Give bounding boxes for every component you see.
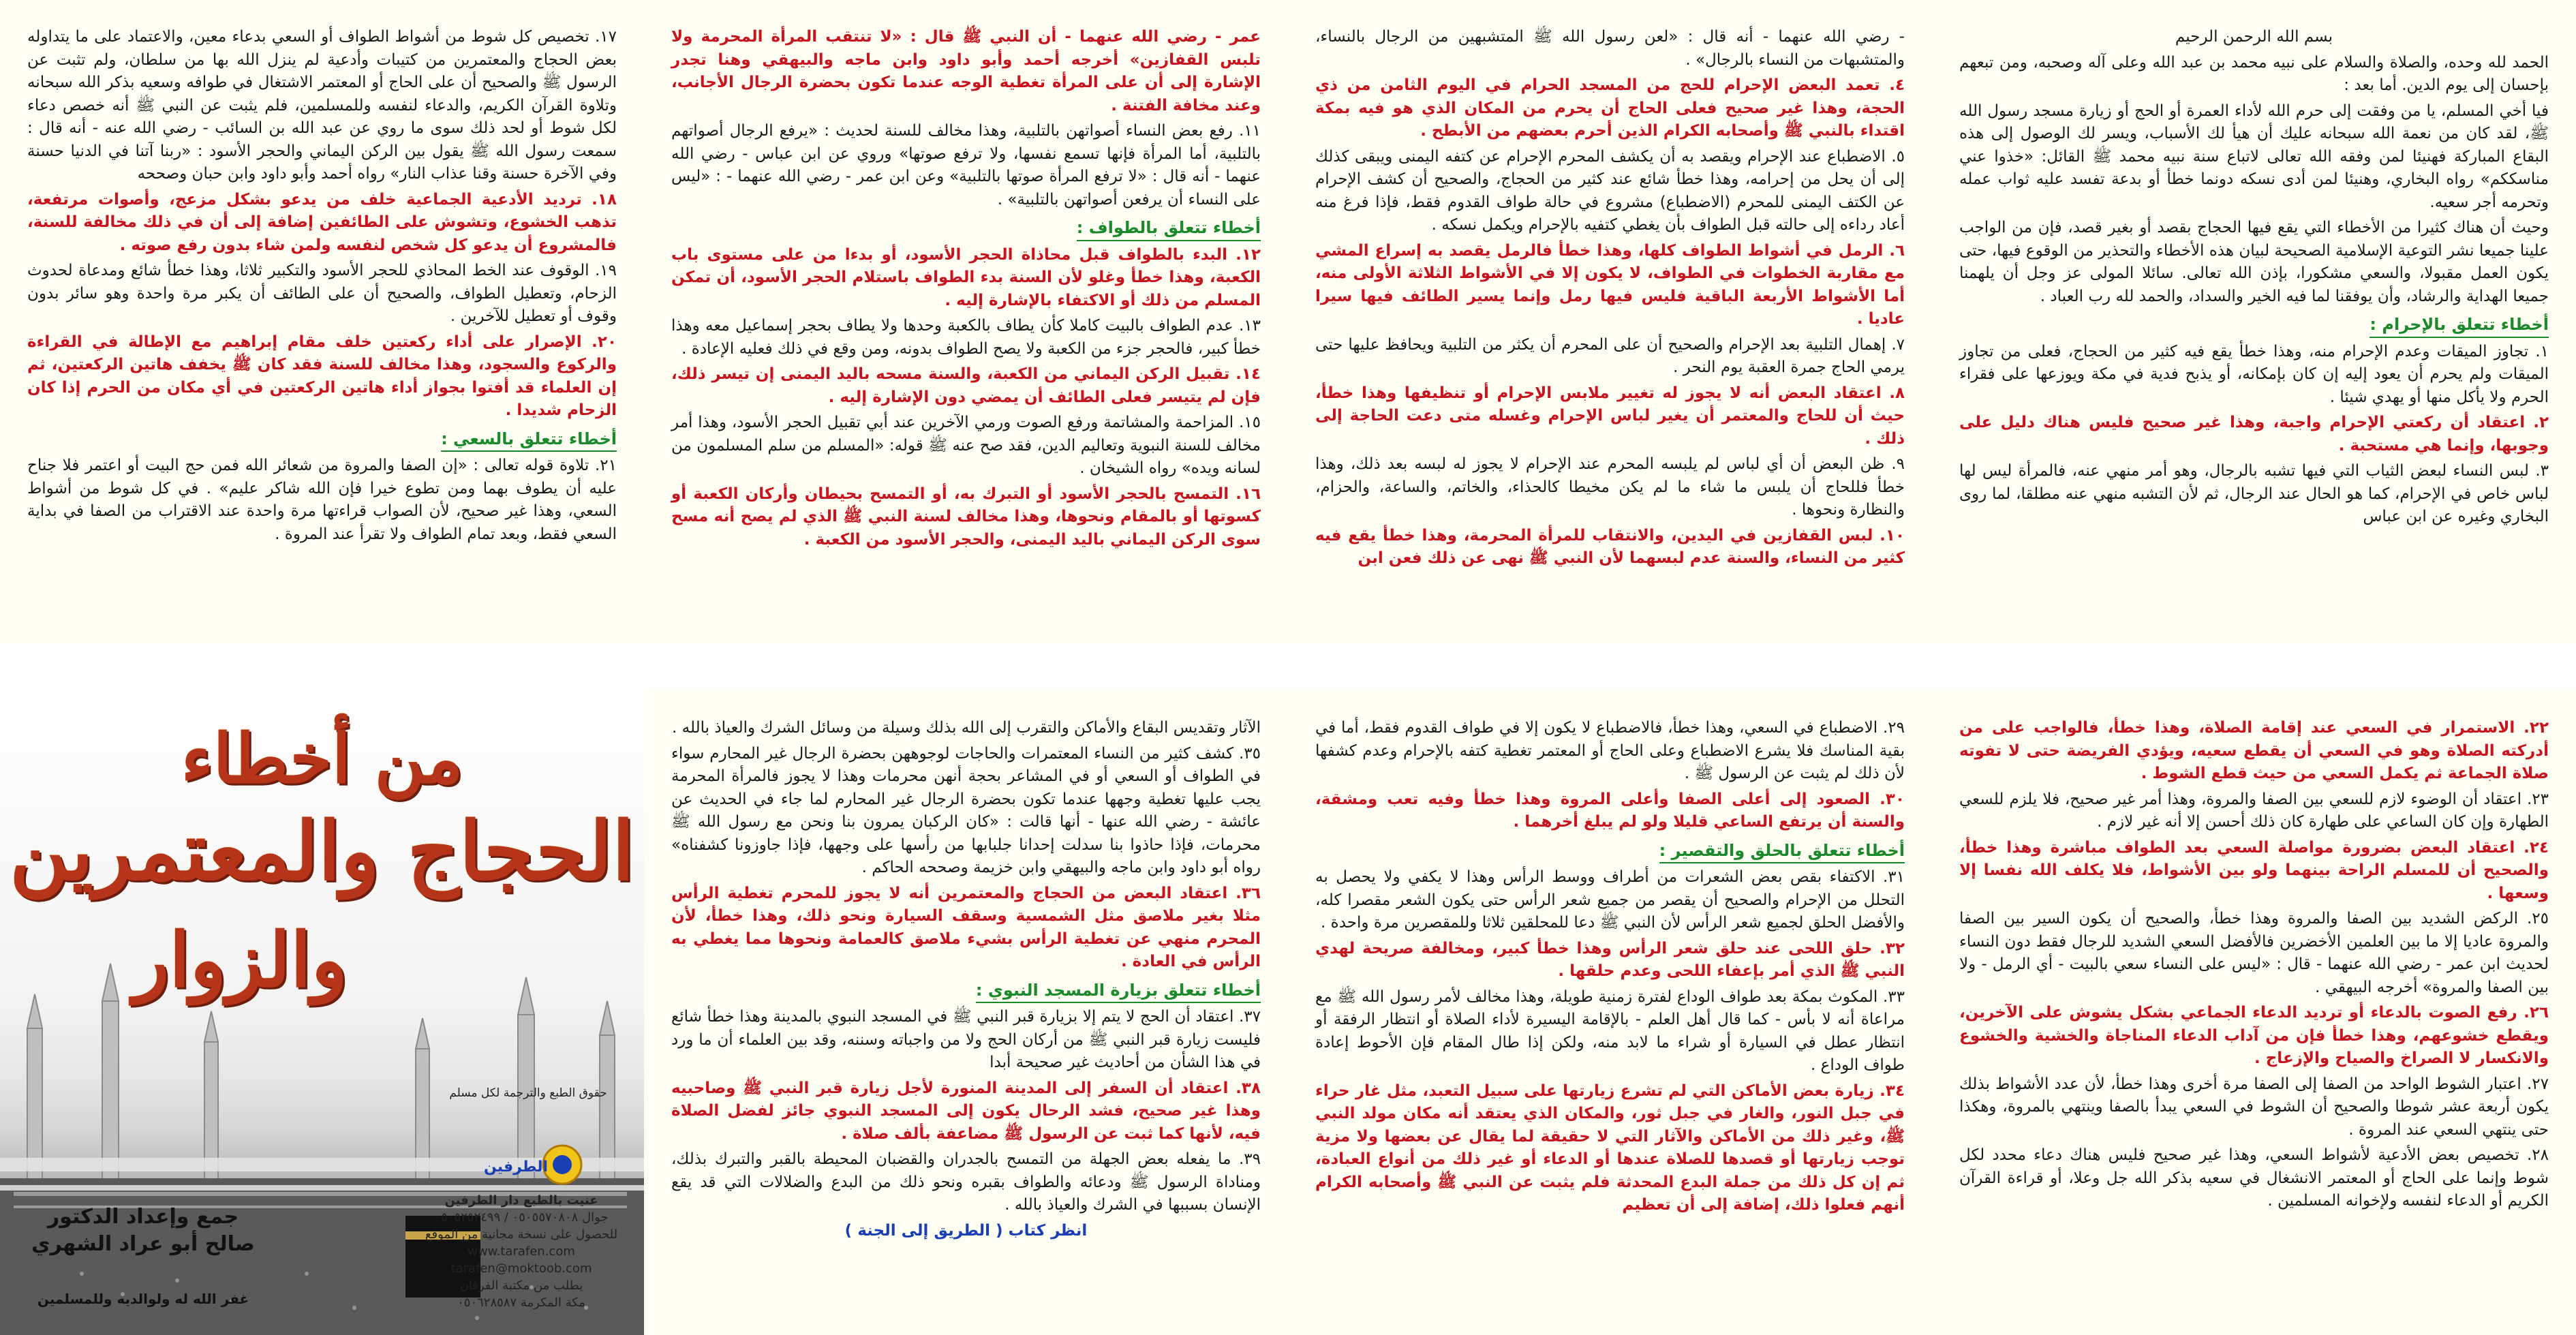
publisher-email[interactable]: tarafen@moktoob.com — [450, 1261, 592, 1276]
author-block — [20, 1203, 266, 1258]
list-item: ٢٢. الاستمرار في السعي عند إقامة الصلاة، وهذا خطأ، فالواجب على من أدركته الصلاة وهو في السعي أن يقطع سعيه، ويؤدي الفريضة حتى لا تفوته صلاة الجماعة ثم يكمل السعي من حيث قطع الشوط . — [1959, 719, 2549, 782]
list-item: ٢١. تلاوة قوله تعالى : «إن الصفا والمروة من شعائر الله فمن حج البيت أو اعتمر فلا جناح عليه أن يطوف بهما ومن تطوع خيرا فإن الله شاكر عليم» . في كل شوط من أشواط السعي، وهذا غير صحيح، لأن الصواب قراءتها مرة واحدة عند الاقتراب من الصفا في بداية السعي فقط، وبعد تمام الطواف ولا تقرأ عند المروة . — [27, 457, 617, 543]
page-gap — [0, 644, 2576, 691]
list-item: ١٠. لبس القفازين في اليدين، والانتقاب للمرأة المحرمة، وهذا خطأ يقع فيه كثير من النساء، والسنة عدم لبسهما لأن النبي ﷺ نهى عن ذلك فعن ابن — [1315, 526, 1905, 567]
list-item: الحمد لله وحده، والصلاة والسلام على نبيه محمد بن عبد الله وعلى آله وصحبه، ومن تبعهم بإحسان إلى يوم الدين. أما بعد : — [1959, 53, 2549, 94]
list-item: ٢٤. اعتقاد البعض بضرورة مواصلة السعي بعد الطواف مباشرة وهذا خطأ، والصحيح أن للمسلم الراحة بينهما ولو بين الأشواط، فلا يكلف الله نفسا إلا وسعها . — [1959, 838, 2549, 902]
section-heading: أخطاء تتعلق بالطواف : — [1077, 217, 1261, 241]
author-name: صالح أبو عراد الشهري — [31, 1232, 255, 1256]
list-item: ١. تجاوز الميقات وعدم الإحرام منه، وهذا خطأ يقع فيه كثير من الحجاج، فعلى من تجاوز الميقات ولم يحرم أن يعود إليه إن كان بإمكانه، أو يذبح فدية في مكة ويوزعها على فقراء الحرم ولا يأكل منها أو يهدي شيئا . — [1959, 342, 2549, 406]
list-item: ٢٨. تخصيص بعض الأدعية لأشواط السعي، وهذا غير صحيح فليس هناك دعاء محدد لكل شوط وإنما على الحاج أو المعتمر الانشغال في سعيه بذكر الله جل وعلا، أو قراءة القرآن الكريم أو الدعاء لنفسه ولإخوانه المسلمين . — [1959, 1146, 2549, 1210]
list-item: بسم الله الرحمن الرحيم — [2175, 28, 2333, 46]
list-item: ٣٨. اعتقاد أن السفر إلى المدينة المنورة لأجل زيارة قبر النبي ﷺ وصاحبيه وهذا غير صحيح، فشد الرحال يكون إلى المسجد النبوي جائز لفضل الصلاة فيه، لأنها كما ثبت عن الرسول ﷺ مضاعفة بألف صلاة . — [671, 1079, 1261, 1143]
list-item: ١٩. الوقوف عند الخط المحاذي للحجر الأسود والتكبير ثلاثا، وهذا خطأ شائع ومدعاة لحدوث الزحام، وتعطيل الطواف، والصحيح أن على الطائف أن يكبر مرة واحدة وهو سائر بدون وقوف أو تعطيل للآخرين . — [27, 262, 617, 325]
list-item: ١٤. تقبيل الركن اليماني من الكعبة، والسنة مسحه باليد اليمنى إن تيسر ذلك، فإن لم يتيسر فعلى الطائف أن يمضي دون الإشارة إليه . — [671, 365, 1261, 406]
list-item: ٣٥. كشف كثير من النساء المعتمرات والحاجات لوجوههن بحضرة الرجال غير المحارم سواء في الطواف أو السعي أو في المشاعر بحجة أنهن محرمات وهذا لا يجوز فالمرأة المحرمة يجب عليها تغطية وجهها عندما تكون بحضرة الرجال غير المحارم لما جاء في الحديث عن عائشة - رضي الله عنها - أنها قالت : «كان الركبان يمرون بنا ونحن مع رسول الله ﷺ محرمات، فإذا حاذوا بنا سدلت إحدانا جلبابها من رأسها على وجهها، فإذا جاوزونا كشفناه» رواه أبو داود وابن ماجه والبيهقي وابن خزيمة وصححه الحاكم . — [671, 744, 1261, 876]
list-item: ٨. اعتقاد البعض أنه لا يجوز له تغيير ملابس الإحرام أو تنظيفها وهذا خطأ، حيث أن للحاج والمعتمر أن يغير لباس الإحرام وغسله متى دعت الحاجة إلى ذلك . — [1315, 384, 1905, 448]
list-item: ٢٠. الإصرار على أداء ركعتين خلف مقام إبراهيم مع الإطالة في القراءة والركوع والسجود، وهذا مخالف للسنة فقد كان ﷺ يخفف هاتين الركعتين، ثم إن العلماء قد أفتوا بجواز أداء هاتين الركعتين في أي مكان من الحرم إذا كان الزحام شديدا . — [27, 333, 617, 419]
author-dua: غفر الله له ولوالديه وللمسلمين — [37, 1291, 249, 1307]
publisher-line: عنيت بالطبع دار الطرفين — [444, 1193, 598, 1208]
list-item: ٥. الاضطباع عند الإحرام ويقصد به أن يكشف المحرم الإحرام عن كتفه اليمنى ويبقى كذلك إلى أن يحل من إحرامه، وهذا خطأ شائع عند كثير من الحجاج، والصحيح أن كشف الإحرام عن الكتف اليمنى للمحرم (الاضطباع) مشروع في حالة طواف القدوم فقط، فإذا فرغ منه أعاد رداءه إلى حالته قبل الطواف بأن يغطي كتفيه بالإحرام ويكمل نسكه . — [1315, 147, 1905, 234]
list-item: عمر - رضي الله عنهما - أن النبي ﷺ قال : «لا تنتقب المرأة المحرمة ولا تلبس القفازين» أخرجه أحمد وأبو داود وابن ماجه والبيهقي وهنا تجدر الإشارة إلى أن على المرأة تغطية الوجه عندما تكون بحضرة الرجال الأجانب، وعند مخافة الفتنة . — [671, 28, 1261, 114]
list-item: ٢٧. اعتبار الشوط الواحد من الصفا إلى الصفا مرة أخرى وهذا خطأ، لأن عدد الأشواط بذلك يكون أربعة عشر شوطا والصحيح أن الشوط في السعي يبدأ بالصفا وينتهي بالمروة، وهكذا حتى ينتهي السعي عند المروة . — [1959, 1075, 2549, 1139]
list-item: ٣١. الاكتفاء بقص بعض الشعرات من أطراف ووسط الرأس وهذا لا يكفي ولا يحصل به التحلل من الإحرام والصحيح أن يقصر من جميع شعر الرأس حتى يكون الشعر مقصرا كله، والأفضل الحلق لجميع شعر الرأس لأن النبي ﷺ دعا للمحلقين ثلاثا وللمقصرين مرة واحدة . — [1315, 868, 1905, 932]
list-item: ١٣. عدم الطواف بالبيت كاملا كأن يطاف بالكعبة وحدها ولا يطاف بحجر إسماعيل معه وهذا خطأ كبير، فالحجر جزء من الكعبة ولا يصح الطواف بدونه، ومن وقع في ذلك فعليه الإعادة . — [671, 317, 1261, 358]
publisher-line: يطلب من مكتبة الفرقان — [459, 1278, 583, 1293]
section-heading: أخطاء تتعلق بالسعي : — [441, 428, 617, 452]
list-item: ١٥. المزاحمة والمشاتمة ورفع الصوت ورمي الآخرين عند أبي تقبيل الحجر الأسود، وهذا أمر مخالف للسنة النبوية وتعاليم الدين، فقد صح عنه ﷺ قوله: «المسلم من سلم المسلمون من لسانه ويده» رواه الشيخان . — [671, 414, 1261, 477]
list-item: ١٦. التمسح بالحجر الأسود أو التبرك به، أو التمسح بحيطان وأركان الكعبة أو كسوتها أو بالمقام ونحوها، وهذا مخالف لسنة النبي ﷺ الذي لم يصح أنه مسح سوى الركن اليماني باليد اليمنى، والحجر الأسود من الكعبة . — [671, 485, 1261, 549]
publisher-line: مكة المكرمة ٠٥٠٦٢٨٥٨٧ — [457, 1295, 585, 1310]
list-item: ٢٥. الركض الشديد بين الصفا والمروة وهذا خطأ، والصحيح أن يكون السير بين الصفا والمروة عاديا إلا ما بين العلمين الأخضرين فالأفضل السعي الشديد للرجال فقط دون النساء لحديث ابن عمر - رضي الله عنهما - قال : «ليس على النساء سعي بالبيت - أي الرمل - ولا بين الصفا والمروة» أخرجه البيهقي . — [1959, 910, 2549, 996]
list-item: ٣٤. زيارة بعض الأماكن التي لم تشرع زيارتها على سبيل التعبد، مثل غار حراء في جبل النور، والغار في جبل ثور، والمكان الذي يعتقد أنه مكان مولد النبي ﷺ، وغير ذلك من الأماكن والآثار التي لا حقيقة لما يقال عن بعضها ولا مزية توجب زيارتها أو قصدها للصلاة عندها أو الدعاء أو غير ذلك من أنواع العبادة، ثم إن كل ذلك من جملة البدع المحدثة فلم يثبت عن النبي ﷺ وأصحابه الكرام أنهم فعلوا ذلك، إضافة إلى أن تعظيم — [1315, 1081, 1905, 1214]
publisher-line: للحصول على نسخة مجانية من الموقع — [425, 1227, 618, 1242]
section-heading: أخطاء تتعلق بالحلق والتقصير : — [1659, 840, 1905, 864]
list-item: الآثار وتقديس البقاع والأماكن والتقرب إلى الله بذلك وسيلة من وسائل الشرك والعياذ بالله . — [672, 719, 1261, 737]
brochure-outer-side — [0, 691, 2576, 1335]
list-item: ٣٠. الصعود إلى أعلى الصفا وأعلى المروة وهذا خطأ وفيه تعب ومشقة، والسنة أن يرتفع الساعي قليلا ولو لم يبلغ أخرهما . — [1315, 790, 1905, 831]
list-item: فيا أخي المسلم، يا من وفقت إلى حرم الله لأداء العمرة أو الحج أو زيارة مسجد رسول الله ﷺ، لقد كان من نعمة الله سبحانه عليك أن هيأ لك الأسباب، ويسر لك الوصول إلى هذه البقاع المباركة فهنيئا لمن وفقه الله تعالى لاتباع سنة نبيه محمد ﷺ القائل: «خذوا عني مناسككم» رواه البخاري، وهنيئا لمن أدى نسكه دونما خطأ أو بدعة تفسد عليه ثواب عمله وتحرمه أجر سعيه. — [1959, 102, 2549, 211]
publisher-logo — [480, 1141, 589, 1188]
panel-sai-continued — [1932, 691, 2576, 1335]
list-item: - رضي الله عنهما - أنه قال : «لعن رسول الله ﷺ المتشبهين من الرجال بالنساء، والمتشبهات من النساء بالرجال» . — [1315, 28, 1905, 69]
publisher-line: جوال ٠٥٠٥٥٧٠٨٠٨ / ٠٥٠٥٢٥٢٤٩٩ — [434, 1210, 609, 1225]
panel-masjid-nabawi — [644, 691, 1288, 1335]
list-item: ٦. الرمل في أشواط الطواف كلها، وهذا خطأ فالرمل يقصد به إسراع المشي مع مقاربة الخطوات في الطواف، لا يكون إلا في الأشواط الثلاثة الأولى منه، أما الأشواط الأربعة الباقية فليس فيها رمل وإنما يسير الطائف فيها سيرا عاديا . — [1315, 241, 1905, 328]
list-item: ٢٩. الاضطباع في السعي، وهذا خطأ، فالاضطباع لا يكون إلا في طواف القدوم فقط، أما في بقية المناسك فلا يشرع الاضطباع وعلى الحاج أو المعتمر تغطية كتفه بالإحرام وعدم كشفها لأن ذلك لم يثبت عن الرسول ﷺ . — [1315, 719, 1905, 782]
list-item: ٢. اعتقاد أن ركعتي الإحرام واجبة، وهذا غير صحيح فليس هناك دليل على وجوبها، وإنما هي مستحبة . — [1959, 414, 2549, 455]
list-item: وحيث أن هناك كثيرا من الأخطاء التي يقع فيها الحجاج بقصد أو بغير قصد، فإن من الواجب علينا جميعا نشر التوعية الإسلامية الصحيحة لبيان هذه الأخطاء والتحذير من الوقوع فيها، حتى يكون العمل مقبولا، والسعي مشكورا، بإذن الله تعالى. سائلا المولى عز وجل أن يلهمنا جميعا الهداية والرشاد، وأن يوفقنا لما فيه الخير والسداد، والحمد لله رب العباد . — [1959, 219, 2549, 305]
section-heading: أخطاء تتعلق بالإحرام : — [2370, 313, 2549, 338]
panel-intro — [1932, 0, 2576, 644]
author-line: جمع وإعداد الدكتور — [47, 1205, 239, 1229]
cover-title-line1: من أخطاء — [181, 718, 463, 799]
panel-halq — [1288, 691, 1932, 1335]
list-item: ١٨. ترديد الأدعية الجماعية خلف من يدعو بشكل مزعج، وأصوات مرتفعة، تذهب الخشوع، وتشوش على الطائفين إضافة إلى أن في ذلك مخالفة للسنة، فالمشروع أن يدعو كل شخص لنفسه ولمن شاء بدون رفع صوته . — [27, 190, 617, 254]
list-item: ٣٩. ما يفعله بعض الجهلة من التمسح بالجدران والقضبان المحيطة بالقبر والتبرك بذلك، ومناداة الرسول ﷺ ودعائه والطواف بقبره ونحو ذلك من البدع والضلالات التي قد يقع الإنسان بسببها في الشرك والعياذ بالله . — [671, 1150, 1261, 1214]
cover-panel — [0, 691, 644, 1335]
list-item: ١٧. تخصيص كل شوط من أشواط الطواف أو السعي بدعاء معين، والاعتماد على ما يتداوله بعض الحجاج والمعتمرين من كتيبات وأدعية لم ينزل الله بها من سلطان، ولم تثبت عن الرسول ﷺ والصحيح أن على الحاج أو المعتمر الاشتغال في طوافه وسعيه بذكر الله سبحانه وتلاوة القرآن الكريم، والدعاء لنفسه وللمسلمين، فلم يثبت عن النبي ﷺ أنه خصص دعاء لكل شوط أو لحد ذلك سوى ما روي عن عبد الله بن السائب - رضي الله عنه - أنه قال : سمعت رسول الله ﷺ يقول بين الركن اليماني والحجر الأسود : «ربنا آتنا في الدنيا حسنة وفي الآخرة حسنة وقنا عذاب النار» رواه أحمد وأبو داود وابن حبان وصححه — [27, 28, 617, 183]
panel-tawaf — [644, 0, 1288, 644]
cover-title-line2: الحجاج والمعتمرين — [10, 803, 634, 898]
publisher-info — [419, 1192, 624, 1311]
brochure-inner-side — [0, 0, 2576, 644]
list-item: ٧. إهمال التلبية بعد الإحرام والصحيح أن على المحرم أن يكثر من التلبية ويحافظ عليها حتى يرمي الحاج جمرة العقبة يوم النحر . — [1315, 335, 1905, 376]
list-item: ٢٣. اعتقاد أن الوضوء لازم للسعي بين الصفا والمروة، وهذا أمر غير صحيح، فلا يلزم للسعي الطهارة وإن كان الساعي على طهارة كان ذلك أحسن إلا أنه غير لازم . — [1959, 790, 2549, 831]
list-item: ٣٦. اعتقاد البعض من الحجاج والمعتمرين أنه لا يجوز للمحرم تغطية الرأس مثلا بغير ملاصق مثل الشمسية وسقف السيارة ونحو ذلك، وهذا خطأ، لأن المحرم منهي عن تغطية الرأس بشيء ملاصق كالعمامة ونحوها مما يغطي به الرأس في العادة . — [671, 884, 1261, 970]
list-item: ٣٢. حلق اللحى عند حلق شعر الرأس وهذا خطأ كبير، ومخالفة صريحة لهدي النبي ﷺ الذي أمر بإعفاء اللحى وعدم حلقها . — [1315, 939, 1905, 980]
list-item: ٢٦. رفع الصوت بالدعاء أو ترديد الدعاء الجماعي بشكل يشوش على الآخرين، ويقطع خشوعهم، وهذا خطأ فإن من آداب الدعاء المناجاة والخشية والخشوع والانكسار لا الصراخ والصياح والإزعاج . — [1959, 1004, 2549, 1067]
list-item: ٤. تعمد البعض الإحرام للحج من المسجد الحرام في اليوم الثامن من ذي الحجة، وهذا غير صحيح فعلى الحاج أن يحرم من المكان الذي هو فيه بمكة اقتداء بالنبي ﷺ وأصحابه الكرام الذين أحرم بعضهم من الأبطح . — [1315, 76, 1905, 140]
rights-notice: حقوق الطبع والترجمة لكل مسلم — [449, 1086, 607, 1100]
publisher-logo-text: الطرفين — [483, 1158, 549, 1176]
list-item: ١١. رفع بعض النساء أصواتهن بالتلبية، وهذا مخالف للسنة لحديث : «يرفع الرجال أصواتهم بالتلبية، أما المرأة فإنها تسمع نفسها، ولا ترفع صوتها» وروي عن ابن عباس - رضي الله عنهما - أنه قال : «لا ترفع المرأة صوتها بالتلبية» وعن ابن عمر - رضي الله عنهما - : «ليس على النساء أن يرفعن أصواتهن بالتلبية» . — [671, 122, 1261, 209]
section-heading: أخطاء تتعلق بزيارة المسجد النبوي : — [976, 979, 1261, 1004]
panel-sai — [0, 0, 644, 644]
panel-ihram — [1288, 0, 1932, 644]
publisher-website[interactable]: www.tarafen.com — [467, 1244, 575, 1259]
cover-title-line3: والزوار — [133, 916, 348, 1004]
list-item: ٣٣. المكوث بمكة بعد طواف الوداع لفترة زمنية طويلة، وهذا مخالف لأمر رسول الله ﷺ مع مراعاة أنه لا بأس - كما قال أهل العلم - بالإقامة اليسيرة لأداء الصلاة أو انتظار الرفقة أو انتظار عطل في السيارة أو شراء ما لابد منه، ولكن إذا طال المقام فإن الأحوط إعادة طواف الوداع . — [1315, 987, 1905, 1074]
list-item: ٩. ظن البعض أن أي لباس لم يلبسه المحرم عند الإحرام لا يجوز له لبسه بعد ذلك، وهذا خطأ فللحاج أن يلبس ما شاء ما لم يكن مخيطا كالحذاء، والخاتم، والساعة، والحزام، والنظارة ونحوها . — [1315, 455, 1905, 519]
list-item: ٣٧. اعتقاد أن الحج لا يتم إلا بزيارة قبر النبي ﷺ في المسجد النبوي بالمدينة وهذا خطأ شائع فليست زيارة قبر النبي ﷺ من أركان الحج ولا من واجباته وسننه، وقد بين العلماء أن ما ورد في هذا الشأن من أحاديث غير صحيحة أبدا — [671, 1008, 1261, 1071]
list-item: ٣. لبس النساء لبعض الثياب التي فيها تشبه بالرجال، وهو أمر منهي عنه، فالمرأة ليس لها لباس خاص في الإحرام، كما هو الحال عند الرجال، ثم لأن التشبه منهي عنه مطلقا، لما روى البخاري وغيره عن ابن عباس — [1959, 462, 2549, 525]
list-item: انظر كتاب ( الطريق إلى الجنة ) — [844, 1221, 1088, 1240]
list-item: ١٢. البدء بالطواف قبل محاذاة الحجر الأسود، أو بدءا من على مستوى باب الكعبة، وهذا خطأ وغلو لأن السنة بدء الطواف باستلام الحجر الأسود، أن تمكن المسلم من ذلك أو الاكتفاء بالإشارة إليه . — [671, 245, 1261, 309]
